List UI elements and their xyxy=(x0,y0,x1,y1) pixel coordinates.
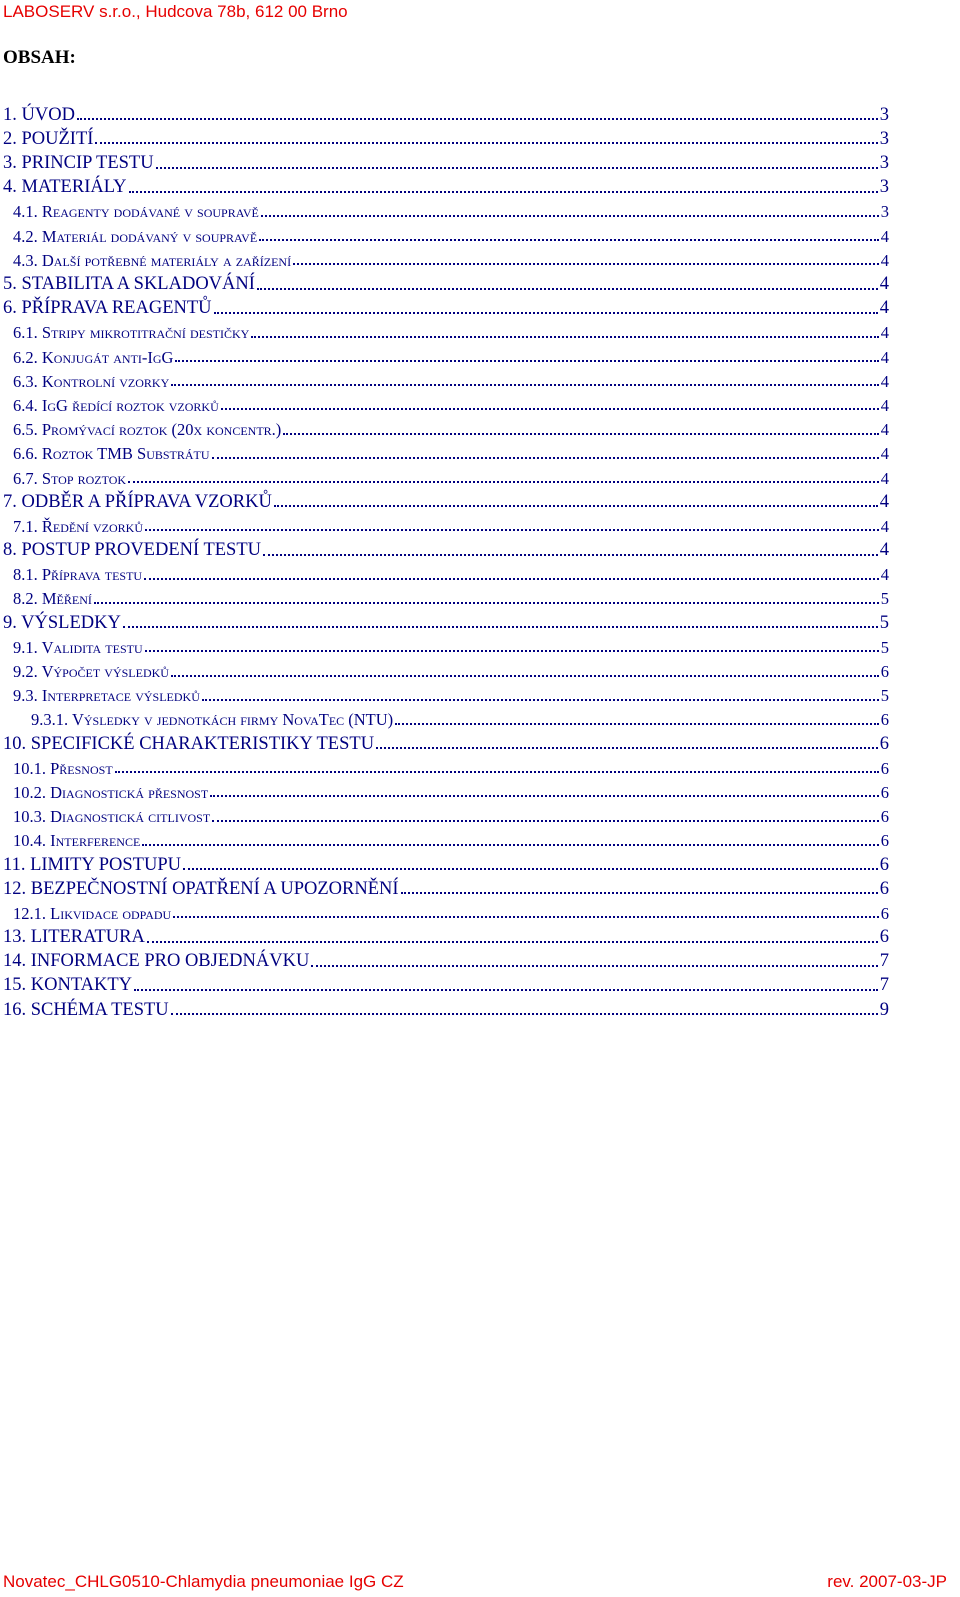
toc-entry-page: 4 xyxy=(880,516,889,536)
toc-entry-page: 4 xyxy=(879,540,889,561)
toc-entry[interactable] xyxy=(3,850,889,874)
toc-entry-label: 9.3.1. Výsledky v jednotkách firmy NovaTec (NTU) xyxy=(31,710,394,730)
toc-entry-page: 4 xyxy=(880,250,889,270)
toc-entry-page: 3 xyxy=(879,177,889,198)
toc-entry-label: 2. POUŽITÍ xyxy=(3,128,94,149)
toc-entry-label: 12.1. Likvidace odpadu xyxy=(13,903,172,923)
toc-entry-label: 9.1. Validita testu xyxy=(13,637,143,657)
toc-entry[interactable] xyxy=(3,560,889,584)
toc-entry[interactable] xyxy=(3,971,889,995)
toc-leader-dots xyxy=(94,602,879,604)
toc-entry-label: 12. BEZPEČNOSTNÍ OPATŘENÍ A UPOZORNĚNÍ xyxy=(3,878,399,899)
toc-entry[interactable] xyxy=(3,390,889,414)
toc-entry[interactable] xyxy=(3,221,889,245)
toc-leader-dots xyxy=(212,820,879,822)
toc-leader-dots xyxy=(156,167,878,169)
toc-entry[interactable] xyxy=(3,148,889,172)
toc-entry-label: 6.6. Roztok TMB Substrátu xyxy=(13,444,210,464)
toc-leader-dots xyxy=(259,239,879,241)
toc-entry[interactable] xyxy=(3,705,889,729)
toc-entry[interactable] xyxy=(3,463,889,487)
toc-leader-dots xyxy=(251,336,878,338)
toc-entry-page: 5 xyxy=(879,612,889,633)
toc-entry[interactable] xyxy=(3,826,889,850)
toc-entry[interactable] xyxy=(3,608,889,632)
toc-entry[interactable] xyxy=(3,995,889,1019)
toc-entry-page: 4 xyxy=(880,565,889,585)
toc-leader-dots xyxy=(274,505,878,507)
toc-entry-label: 6.2. Konjugát anti-IgG xyxy=(13,347,174,367)
page-header: LABOSERV s.r.o., Hudcova 78b, 612 00 Brno xyxy=(3,2,348,21)
toc-leader-dots xyxy=(142,844,878,846)
toc-entry-label: 6.3. Kontrolní vzorky xyxy=(13,371,170,391)
toc-entry-label: 8.1. Příprava testu xyxy=(13,565,143,585)
toc-entry-label: 13. LITERATURA xyxy=(3,927,145,948)
toc-entry-page: 4 xyxy=(880,347,889,367)
toc-entry-label: 4.3. Další potřebné materiály a zařízení xyxy=(13,250,292,270)
toc-leader-dots xyxy=(77,118,878,120)
toc-entry[interactable] xyxy=(3,898,889,922)
toc-entry[interactable] xyxy=(3,173,889,197)
toc-leader-dots xyxy=(257,288,878,290)
toc-leader-dots xyxy=(311,965,877,967)
toc-entry[interactable] xyxy=(3,439,889,463)
toc-leader-dots xyxy=(202,699,879,701)
toc-entry-label: 4. MATERIÁLY xyxy=(3,177,127,198)
toc-entry[interactable] xyxy=(3,245,889,269)
toc-entry[interactable] xyxy=(3,511,889,535)
toc-entry-label: 10. SPECIFICKÉ CHARAKTERISTIKY TESTU xyxy=(3,733,375,754)
toc-entry[interactable] xyxy=(3,753,889,777)
toc-entry-label: 6.1. Stripy mikrotitrační destičky xyxy=(13,323,250,343)
toc-leader-dots xyxy=(95,142,877,144)
toc-entry-page: 4 xyxy=(879,274,889,294)
toc-leader-dots xyxy=(261,215,879,217)
toc-entry-label: 10.2. Diagnostická přesnost xyxy=(13,782,209,802)
toc-entry-page: 4 xyxy=(880,444,889,464)
toc-entry-page: 4 xyxy=(879,298,889,319)
toc-entry-label: 6.4. IgG ředící roztok vzorků xyxy=(13,395,219,415)
toc-leader-dots xyxy=(395,723,879,725)
toc-leader-dots xyxy=(263,554,878,556)
toc-leader-dots xyxy=(145,529,879,531)
toc-entry-page: 5 xyxy=(880,686,889,706)
toc-entry-page: 4 xyxy=(880,395,889,415)
toc-leader-dots xyxy=(129,191,878,193)
toc-entry-page: 4 xyxy=(880,323,889,343)
toc-entry-label: 9. VÝSLEDKY xyxy=(3,612,121,633)
toc-entry-label: 5. STABILITA A SKLADOVÁNÍ xyxy=(3,274,255,294)
toc-entry-page: 5 xyxy=(880,637,889,657)
toc-entry[interactable] xyxy=(3,947,889,971)
toc-entry-label: 4.1. Reagenty dodávané v soupravě xyxy=(13,202,259,222)
toc-entry-page: 6 xyxy=(880,831,889,851)
footer-document-name: Novatec_CHLG0510-Chlamydia pneumoniae IgG CZ xyxy=(3,1572,404,1591)
toc-entry-label: 6.7. Stop roztok xyxy=(13,468,127,488)
toc-entry-page: 3 xyxy=(879,128,889,149)
toc-entry-label: 14. INFORMACE PRO OBJEDNÁVKU xyxy=(3,951,310,972)
toc-entry[interactable] xyxy=(3,294,889,318)
table-of-contents xyxy=(3,100,889,1019)
toc-entry-page: 6 xyxy=(880,758,889,778)
toc-leader-dots xyxy=(293,263,879,265)
toc-leader-dots xyxy=(221,408,879,410)
toc-entry[interactable] xyxy=(3,681,889,705)
toc-entry-page: 3 xyxy=(879,153,889,174)
toc-entry[interactable] xyxy=(3,535,889,559)
toc-entry-page: 6 xyxy=(880,782,889,802)
toc-entry-label: 9.3. Interpretace výsledků xyxy=(13,686,200,706)
toc-entry-page: 3 xyxy=(879,104,889,125)
toc-leader-dots xyxy=(147,941,878,943)
toc-leader-dots xyxy=(144,578,879,580)
toc-entry-page: 6 xyxy=(880,662,889,681)
toc-entry-label: 15. KONTAKTY xyxy=(3,975,133,996)
toc-entry-page: 6 xyxy=(880,903,889,923)
toc-entry[interactable] xyxy=(3,584,889,608)
toc-entry[interactable] xyxy=(3,197,889,221)
toc-entry-page: 4 xyxy=(880,420,889,440)
toc-entry-page: 7 xyxy=(879,975,889,996)
toc-entry-label: 11. LIMITY POSTUPU xyxy=(3,854,181,875)
toc-entry-label: 1. ÚVOD xyxy=(3,104,75,125)
toc-entry-page: 4 xyxy=(880,468,889,488)
toc-leader-dots xyxy=(145,650,879,652)
toc-leader-dots xyxy=(376,747,878,749)
toc-entry-page: 6 xyxy=(880,710,889,730)
toc-entry[interactable] xyxy=(3,100,889,124)
toc-leader-dots xyxy=(210,795,879,797)
toc-entry-label: 8. POSTUP PROVEDENÍ TESTU xyxy=(3,540,261,561)
toc-entry[interactable] xyxy=(3,656,889,680)
toc-entry-label: 8.2. Měření xyxy=(13,589,92,609)
toc-entry[interactable] xyxy=(3,874,889,898)
toc-entry-label: 10.4. Interference xyxy=(13,831,141,851)
toc-entry-label: 16. SCHÉMA TESTU xyxy=(3,999,169,1020)
toc-entry-page: 6 xyxy=(879,927,889,948)
toc-entry[interactable] xyxy=(3,487,889,511)
toc-leader-dots xyxy=(175,360,878,362)
toc-entry[interactable] xyxy=(3,269,889,293)
toc-entry-page: 4 xyxy=(879,491,889,512)
toc-entry-label: 7. ODBĚR A PŘÍPRAVA VZORKŮ xyxy=(3,491,272,512)
toc-entry-label: 3. PRINCIP TESTU xyxy=(3,153,154,174)
toc-entry[interactable] xyxy=(3,318,889,342)
toc-leader-dots xyxy=(283,433,878,435)
toc-entry-label: 9.2. Výpočet výsledků xyxy=(13,662,169,681)
toc-entry-page: 6 xyxy=(879,878,889,899)
toc-leader-dots xyxy=(171,675,879,677)
toc-entry-label: 6. PŘÍPRAVA REAGENTŮ xyxy=(3,298,212,319)
toc-entry[interactable] xyxy=(3,342,889,366)
toc-leader-dots xyxy=(171,384,879,386)
toc-entry[interactable] xyxy=(3,777,889,801)
footer-revision: rev. 2007-03-JP xyxy=(827,1572,947,1591)
toc-entry-page: 6 xyxy=(880,807,889,827)
toc-entry-page: 6 xyxy=(879,854,889,875)
toc-entry-page: 4 xyxy=(880,371,889,391)
toc-leader-dots xyxy=(214,312,878,314)
toc-leader-dots xyxy=(183,868,878,870)
toc-leader-dots xyxy=(128,481,879,483)
toc-entry-label: 6.5. Promývací roztok (20x koncentr.) xyxy=(13,420,282,440)
toc-leader-dots xyxy=(115,771,879,773)
toc-entry-label: 10.1. Přesnost xyxy=(13,758,113,778)
toc-entry-page: 6 xyxy=(879,733,889,754)
toc-leader-dots xyxy=(173,916,879,918)
toc-entry-page: 7 xyxy=(879,951,889,972)
toc-entry[interactable] xyxy=(3,801,889,825)
toc-entry[interactable] xyxy=(3,729,889,753)
toc-entry[interactable] xyxy=(3,414,889,438)
toc-leader-dots xyxy=(401,892,878,894)
toc-entry-page: 4 xyxy=(880,226,889,246)
toc-entry-label: 7.1. Ředění vzorků xyxy=(13,516,143,536)
toc-leader-dots xyxy=(123,626,878,628)
toc-entry-label: 10.3. Diagnostická citlivost xyxy=(13,807,211,827)
toc-entry-page: 5 xyxy=(880,589,889,609)
toc-entry[interactable] xyxy=(3,366,889,390)
toc-leader-dots xyxy=(171,1013,878,1015)
toc-leader-dots xyxy=(212,457,879,459)
toc-entry[interactable] xyxy=(3,922,889,946)
toc-leader-dots xyxy=(134,989,878,991)
toc-entry[interactable] xyxy=(3,124,889,148)
toc-entry[interactable] xyxy=(3,632,889,656)
toc-entry-label: 4.2. Materiál dodávaný v soupravě xyxy=(13,226,258,246)
contents-title: OBSAH: xyxy=(3,47,76,68)
toc-entry-page: 3 xyxy=(880,202,889,222)
toc-entry-page: 9 xyxy=(879,999,889,1020)
